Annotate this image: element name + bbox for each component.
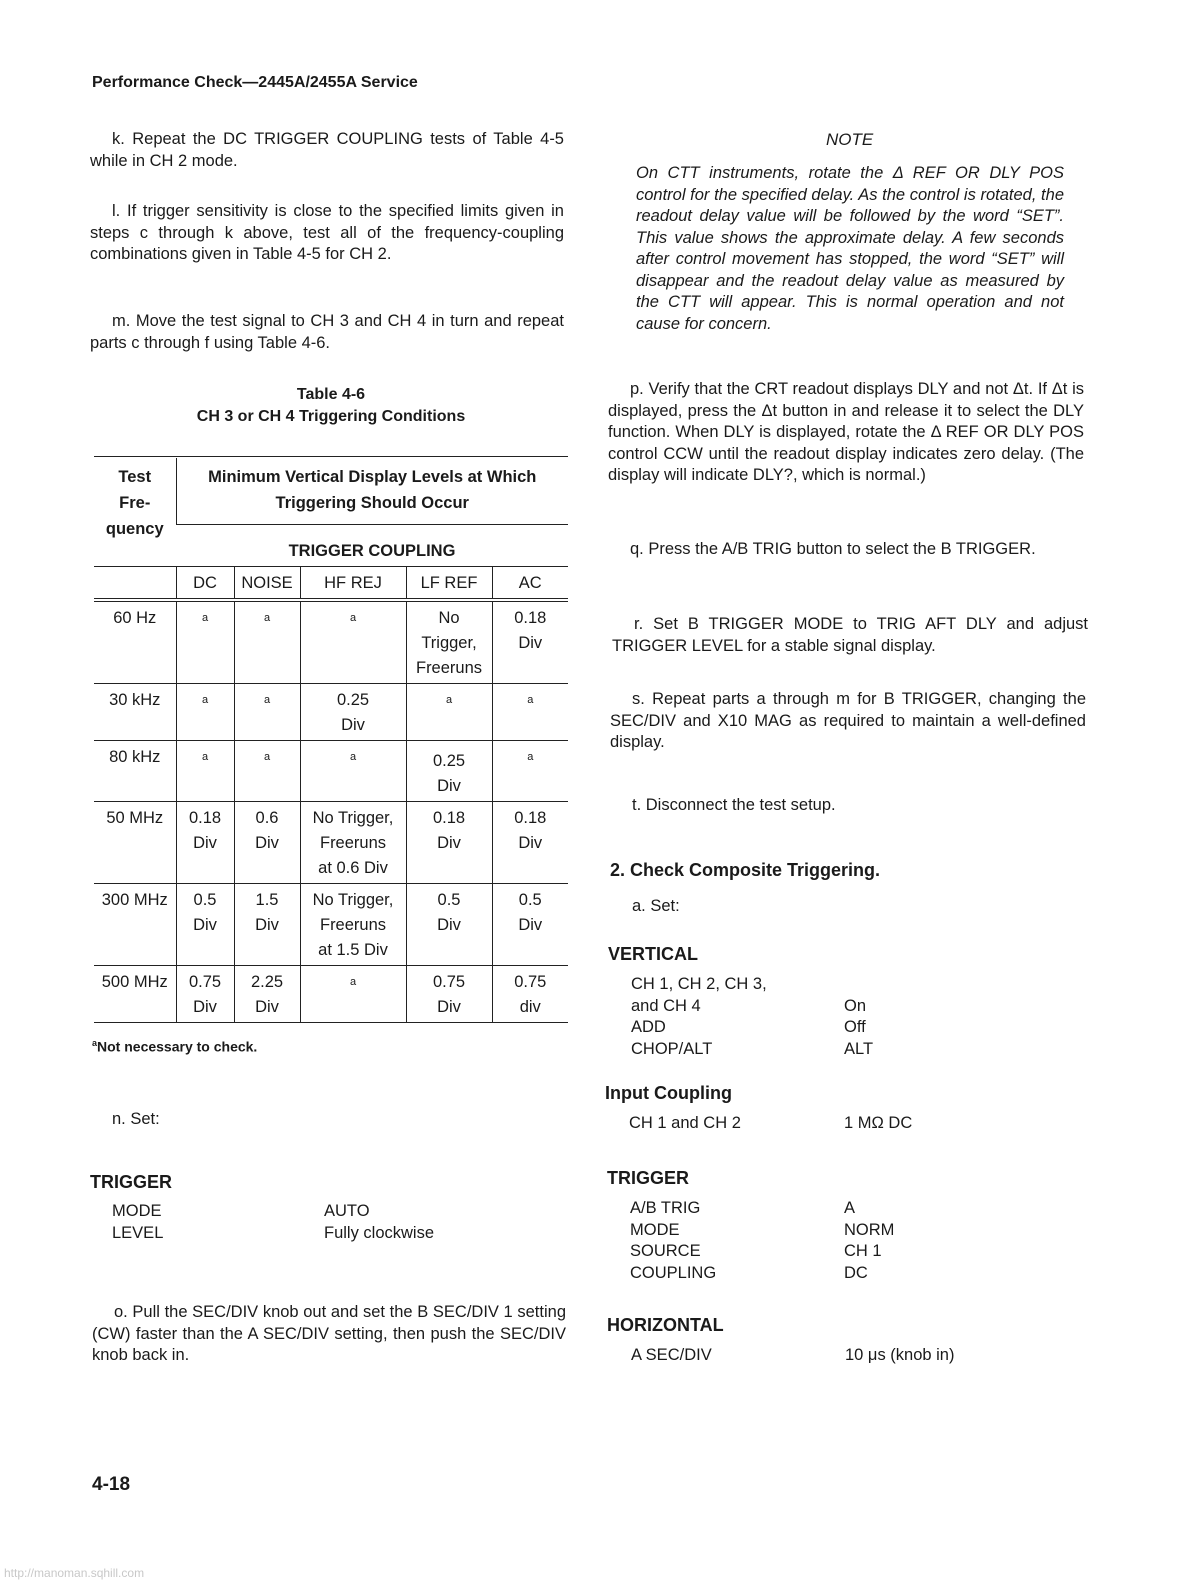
value-cell: 0.5 Div xyxy=(492,884,568,966)
setting-key: MODE xyxy=(630,1221,680,1239)
step-r: r. Set B TRIGGER MODE to TRIG AFT DLY and adjust TRIGGER LEVEL for a stable signal display. xyxy=(612,615,1088,655)
freq-cell: 30 kHz xyxy=(94,684,176,741)
value-cell: 0.75 Div xyxy=(176,966,234,1023)
step-o: o. Pull the SEC/DIV knob out and set the B SEC/DIV 1 setting (CW) faster than the A SEC/DIV setting, then push the SEC/DIV knob back in. xyxy=(92,1303,566,1364)
value-cell: 0.5 Div xyxy=(406,884,492,966)
freq-cell: 80 kHz xyxy=(94,741,176,802)
table-row xyxy=(94,600,568,684)
value-cell: a xyxy=(492,741,568,802)
step-a: a. Set: xyxy=(632,897,680,915)
freq-cell: 500 MHz xyxy=(94,966,176,1023)
value-cell: 0.75 div xyxy=(492,966,568,1023)
col-dc: DC xyxy=(176,567,234,601)
setting-value: Fully clockwise xyxy=(324,1224,435,1242)
value-cell: a xyxy=(176,684,234,741)
setting-key: COUPLING xyxy=(630,1264,717,1282)
value-cell: a xyxy=(492,684,568,741)
setting-key: LEVEL xyxy=(112,1224,164,1242)
step-p: p. Verify that the CRT readout displays DLY and not Δt. If Δt is displayed, press the Δt button in and release it to select the DLY function. When DLY is displayed, rotate the Δ REF OR DLY POS control CCW until the readout display indicates zero delay. (The display will indicate DLY?, which is normal.) xyxy=(608,380,1084,484)
header-trigger-coupling: TRIGGER COUPLING xyxy=(176,525,568,567)
value-cell: a xyxy=(234,741,300,802)
value-cell: 0.18 Div xyxy=(406,802,492,884)
note-title: NOTE xyxy=(826,130,874,149)
col-noise: NOISE xyxy=(234,567,300,601)
setting-value: AUTO xyxy=(324,1202,370,1220)
col-hf-rej: HF REJ xyxy=(300,567,406,601)
left-trigger-title: TRIGGER xyxy=(90,1172,173,1192)
value-cell: No Trigger, Freeruns at 0.6 Div xyxy=(300,802,406,884)
table-top-rule xyxy=(94,456,568,457)
col-lf-ref: LF REF xyxy=(406,567,492,601)
vertical-title: VERTICAL xyxy=(608,944,698,964)
value-cell: 0.5 Div xyxy=(176,884,234,966)
triggering-conditions-table xyxy=(94,458,568,1023)
table-title: CH 3 or CH 4 Triggering Conditions xyxy=(196,408,466,425)
setting-value: Off xyxy=(844,1018,866,1036)
table-caption xyxy=(94,384,568,428)
setting-key: CH 1 and CH 2 xyxy=(629,1114,741,1132)
step-l: l. If trigger sensitivity is close to the specified limits given in steps c through k above, test all of the frequency-coupling combinations given in Table 4-5 for CH 2. xyxy=(90,202,564,263)
setting-value: ALT xyxy=(844,1040,874,1058)
setting-key: A/B TRIG xyxy=(630,1199,701,1217)
table-row xyxy=(94,684,568,741)
setting-key: CHOP/ALT xyxy=(631,1040,713,1058)
header-min-levels: Minimum Vertical Display Levels at Which Triggering Should Occur xyxy=(176,458,568,525)
horizontal-title: HORIZONTAL xyxy=(607,1315,724,1335)
value-cell: 0.18 Div xyxy=(176,802,234,884)
setting-value: 1 MΩ DC xyxy=(844,1114,913,1132)
right-trigger-title: TRIGGER xyxy=(607,1168,690,1188)
value-cell: 0.18 Div xyxy=(492,600,568,684)
value-cell: a xyxy=(300,741,406,802)
step-s: s. Repeat parts a through m for B TRIGGER, changing the SEC/DIV and X10 MAG as required to maintain a well-defined display. xyxy=(610,690,1086,751)
value-cell: a xyxy=(176,741,234,802)
header-test-frequency: Test Fre- quency xyxy=(94,458,176,567)
vertical-settings xyxy=(631,974,1051,1064)
step-m: m. Move the test signal to CH 3 and CH 4 in turn and repeat parts c through f using Table 4-6. xyxy=(90,312,564,352)
value-cell: No Trigger, Freeruns at 1.5 Div xyxy=(300,884,406,966)
setting-key: A SEC/DIV xyxy=(631,1346,712,1364)
note-text: On CTT instruments, rotate the Δ REF OR DLY POS control for the specified delay. As the control is rotated, the readout delay value will be followed by the word “SET”. This value shows the approximate delay. A few seconds after control movement has stopped, the word “SET” will disappear and the readout delay value as measured by the CTT will appear. This is normal operation and not cause for concern. xyxy=(636,164,1064,333)
table-row xyxy=(94,741,568,802)
value-cell: a xyxy=(176,600,234,684)
freq-cell: 60 Hz xyxy=(94,600,176,684)
table-footnote: $^a$Not necessary to check. xyxy=(92,1038,258,1055)
horizontal-settings xyxy=(631,1345,1051,1369)
freq-cell: 50 MHz xyxy=(94,802,176,884)
table-number: Table 4-6 xyxy=(296,386,366,403)
step-n: n. Set: xyxy=(112,1110,160,1128)
setting-value: 10 μs (knob in) xyxy=(845,1346,955,1364)
section-2-title: 2. Check Composite Triggering. xyxy=(610,860,881,880)
value-cell: a xyxy=(300,966,406,1023)
header-blank xyxy=(94,567,176,601)
setting-key: CH 1, CH 2, CH 3, xyxy=(631,975,767,993)
value-cell: a xyxy=(406,684,492,741)
value-cell: a xyxy=(234,684,300,741)
step-q: q. Press the A/B TRIG button to select the B TRIGGER. xyxy=(630,540,1036,558)
value-cell: 0.6 Div xyxy=(234,802,300,884)
table-row xyxy=(94,884,568,966)
setting-key: SOURCE xyxy=(630,1242,701,1260)
setting-key: ADD xyxy=(631,1018,666,1036)
setting-key: MODE xyxy=(112,1202,162,1220)
setting-key: and CH 4 xyxy=(631,997,701,1015)
setting-value: NORM xyxy=(844,1221,895,1239)
value-cell: 1.5 Div xyxy=(234,884,300,966)
step-k: k. Repeat the DC TRIGGER COUPLING tests of Table 4-5 while in CH 2 mode. xyxy=(90,130,564,170)
left-trigger-settings xyxy=(112,1201,532,1245)
value-cell: 0.18 Div xyxy=(492,802,568,884)
freq-cell: 300 MHz xyxy=(94,884,176,966)
setting-value: A xyxy=(844,1199,856,1217)
page-number: 4-18 xyxy=(92,1474,131,1495)
step-t: t. Disconnect the test setup. xyxy=(632,796,836,814)
value-cell: 0.75 Div xyxy=(406,966,492,1023)
value-cell: 0.25 Div xyxy=(300,684,406,741)
table-row xyxy=(94,802,568,884)
input-settings xyxy=(629,1113,1049,1137)
value-cell: No Trigger, Freeruns xyxy=(406,600,492,684)
setting-value: CH 1 xyxy=(844,1242,882,1260)
value-cell: a xyxy=(234,600,300,684)
table-row xyxy=(94,966,568,1023)
setting-value: On xyxy=(844,997,867,1015)
setting-value: DC xyxy=(844,1264,868,1282)
running-header: Performance Check—2445A/2455A Service xyxy=(92,74,418,91)
value-cell: 2.25 Div xyxy=(234,966,300,1023)
value-cell: 0.25 Div xyxy=(406,741,492,802)
input-coupling-title: Input Coupling xyxy=(605,1083,732,1103)
right-trigger-settings xyxy=(630,1198,1050,1288)
col-ac: AC xyxy=(492,567,568,601)
value-cell: a xyxy=(300,600,406,684)
watermark: http://manoman.sqhill.com xyxy=(4,1566,145,1580)
